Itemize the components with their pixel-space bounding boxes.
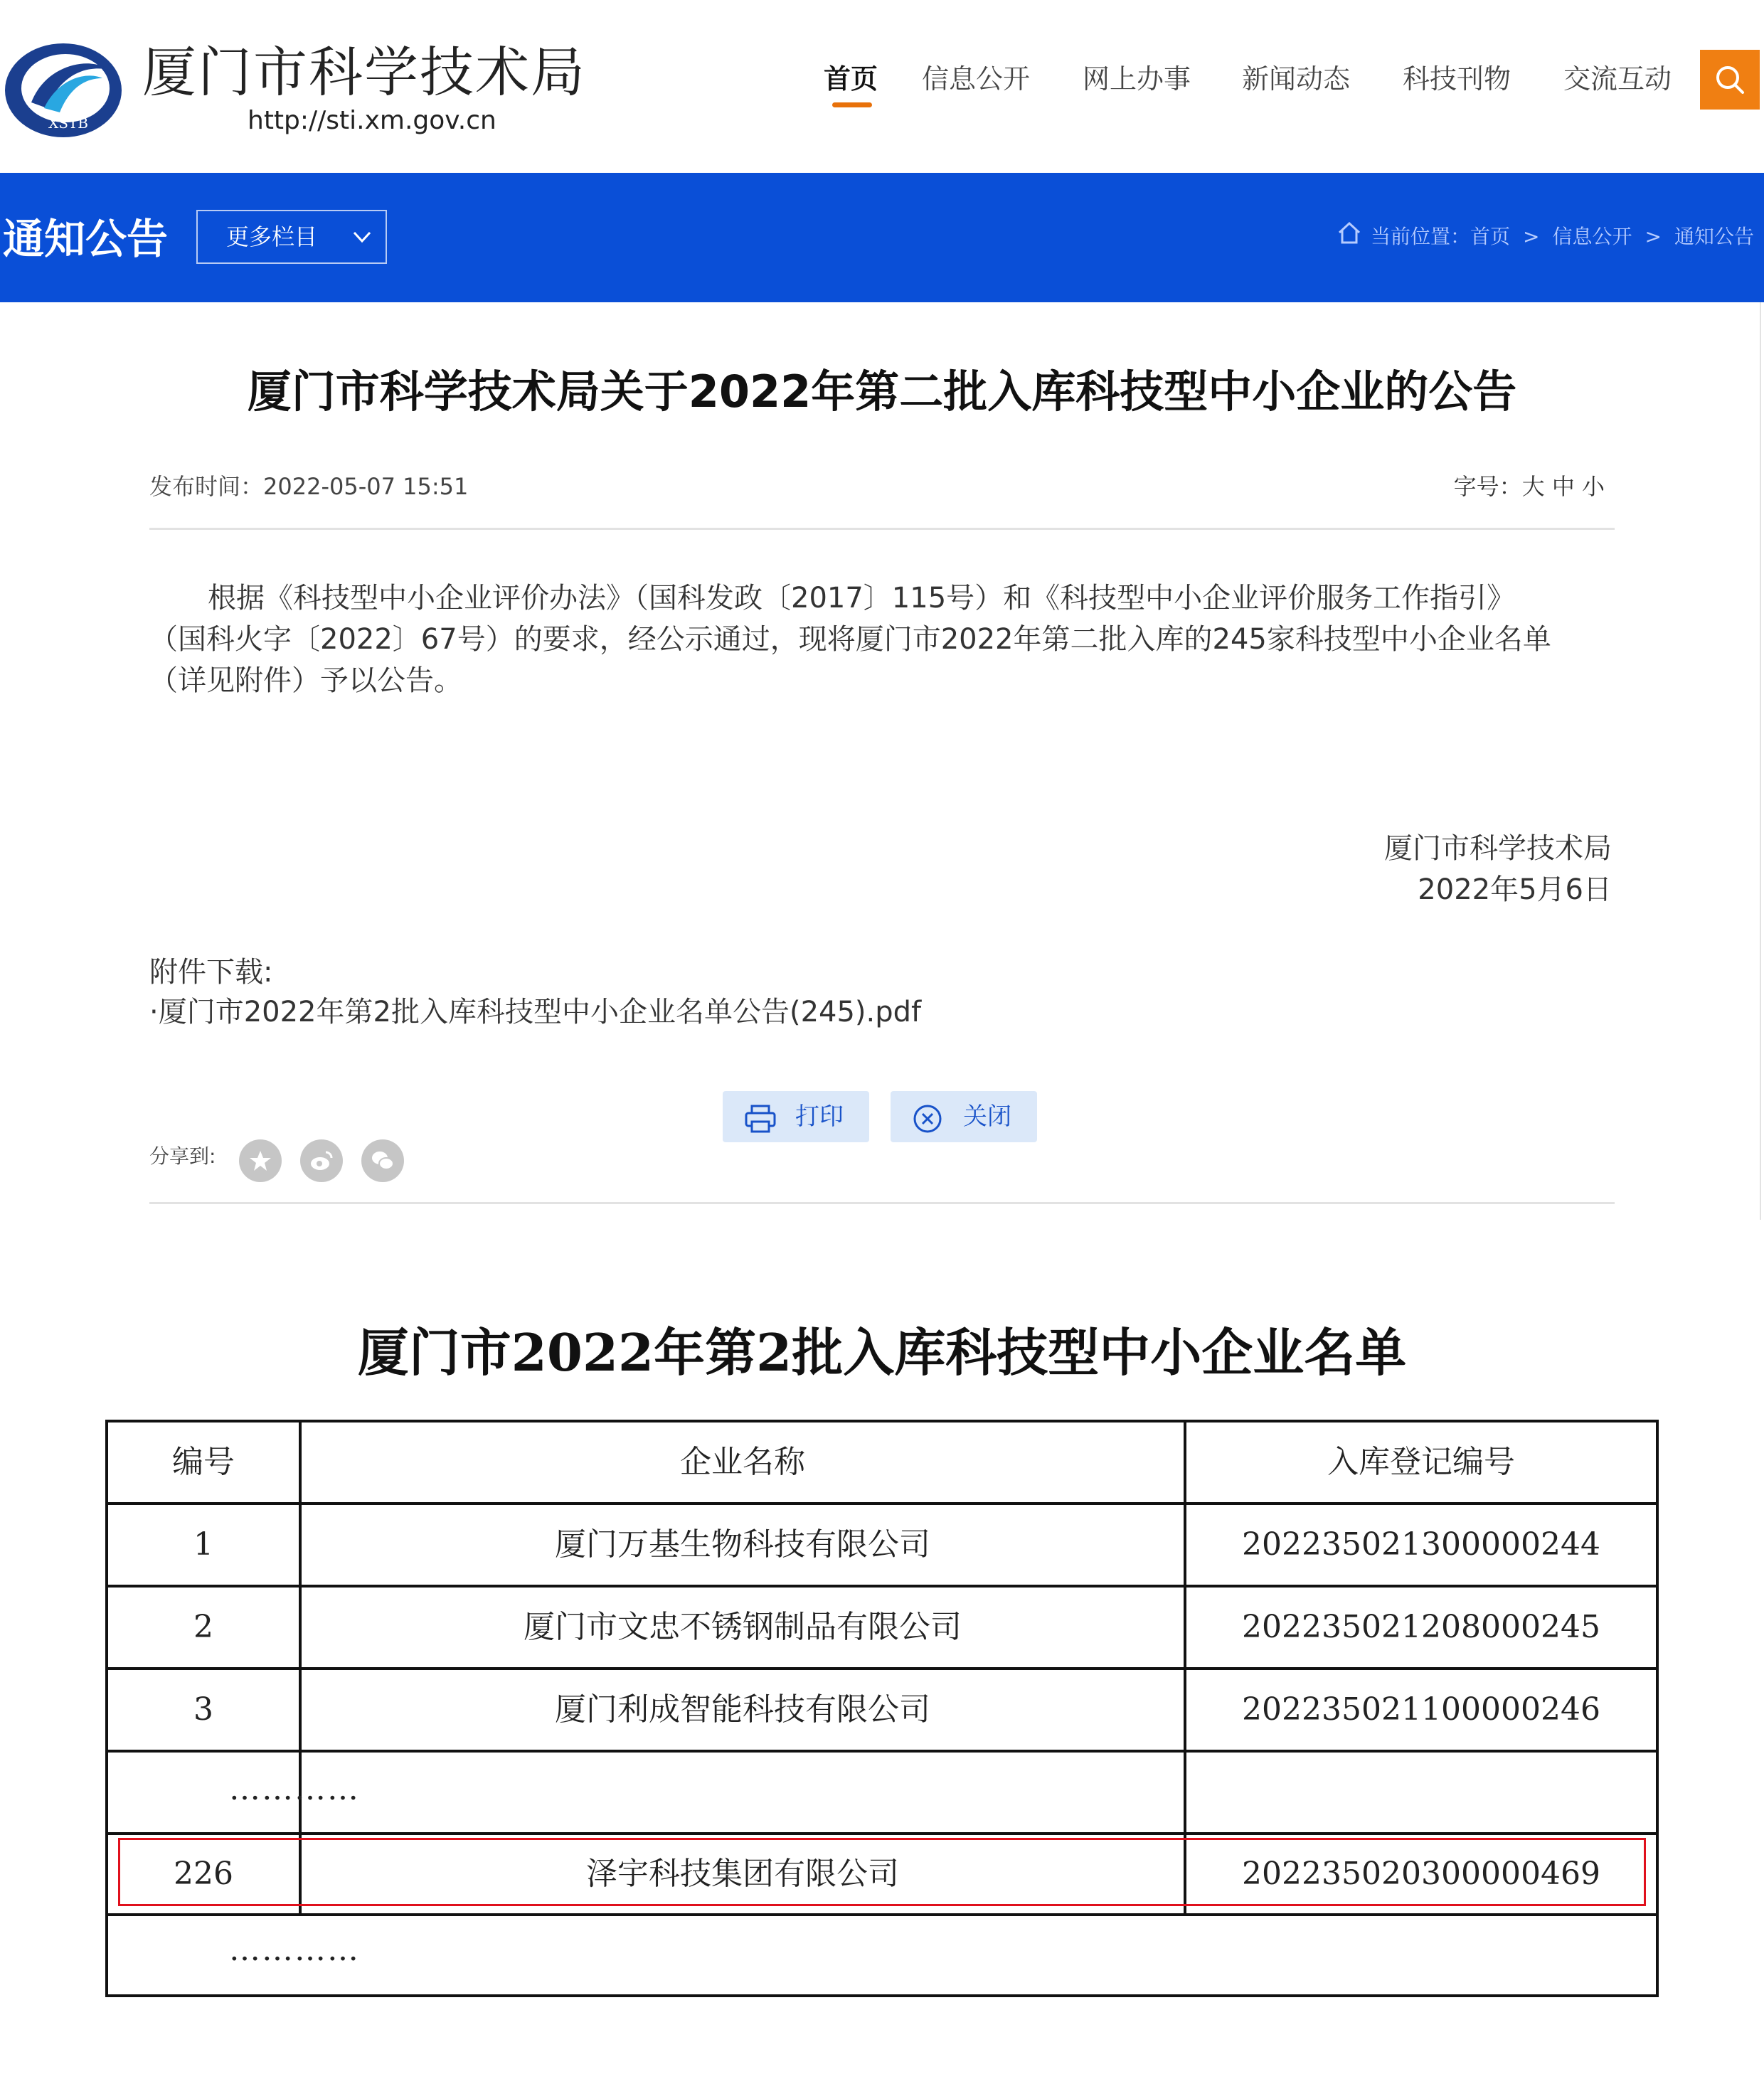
breadcrumb-info-disclosure[interactable]: 信息公开 (1552, 225, 1632, 248)
site-name: 厦门市科学技术局 (142, 41, 586, 104)
body-line: （国科火字〔2022〕67号）的要求，经公示通过，现将厦门市2022年第二批入库的245家科技型中小企业名单 (149, 623, 1551, 656)
nav-online-services[interactable]: 网上办事 (1083, 63, 1191, 95)
divider (149, 1202, 1615, 1204)
site-header (0, 0, 1764, 173)
print-button[interactable] (723, 1091, 869, 1142)
row-registration: 202235021300000244 (1242, 1526, 1600, 1563)
body-line: （详见附件）予以公告。 (149, 664, 462, 697)
site-url[interactable]: http://sti.xm.gov.cn (248, 106, 496, 135)
breadcrumb-separator: > (1523, 225, 1540, 248)
document-title: 厦门市2022年第2批入库科技型中小企业名单 (357, 1322, 1407, 1383)
weibo-icon (309, 1148, 334, 1174)
row-company: 厦门利成智能科技有限公司 (555, 1691, 930, 1728)
share-favorite-button[interactable] (239, 1139, 282, 1182)
close-label: 关闭 (963, 1102, 1011, 1131)
signature-date: 2022年5月6日 (1418, 873, 1612, 906)
attachment-link[interactable]: ·厦门市2022年第2批入库科技型中小企业名单公告(245).pdf (149, 996, 922, 1028)
highlight-row-registration: 202235020300000469 (1242, 1856, 1600, 1892)
row-registration: 202235021100000246 (1242, 1691, 1600, 1728)
nav-info-disclosure[interactable]: 信息公开 (922, 63, 1031, 95)
enterprise-table (105, 1420, 1659, 1997)
nav-home[interactable]: 首页 (824, 63, 878, 95)
attachment-label: 附件下载: (149, 956, 273, 989)
row-company: 厦门万基生物科技有限公司 (555, 1526, 930, 1563)
ellipsis-row: ………… (229, 1932, 360, 1968)
highlight-row-company: 泽宇科技集团有限公司 (586, 1856, 899, 1892)
breadcrumb-separator: > (1645, 225, 1662, 248)
publish-time: 发布时间：2022-05-07 15:51 (149, 473, 469, 500)
row-registration: 202235021208000245 (1242, 1609, 1600, 1645)
nav-news[interactable]: 新闻动态 (1242, 63, 1351, 95)
font-size-switch[interactable]: 字号：大 中 小 (1453, 473, 1605, 500)
close-button[interactable] (891, 1091, 1037, 1142)
breadcrumb (1337, 221, 1754, 252)
favorite-icon (248, 1148, 273, 1174)
share-label: 分享到: (149, 1144, 216, 1168)
wechat-icon (370, 1148, 395, 1174)
article-title: 厦门市科学技术局关于2022年第二批入库科技型中小企业的公告 (247, 366, 1517, 418)
row-company: 厦门市文忠不锈钢制品有限公司 (524, 1609, 962, 1645)
close-circle-icon (912, 1101, 943, 1152)
more-columns-dropdown[interactable] (196, 210, 387, 264)
row-number: 3 (193, 1691, 213, 1728)
search-button[interactable] (1700, 50, 1760, 110)
nav-active-indicator (832, 102, 872, 107)
breadcrumb-prefix: 当前位置： (1371, 225, 1471, 248)
section-title: 通知公告 (3, 215, 169, 263)
print-label: 打印 (795, 1102, 844, 1131)
share-weibo-button[interactable] (300, 1139, 343, 1182)
search-icon (1714, 64, 1746, 95)
content-border (1760, 302, 1761, 1220)
more-columns-label: 更多栏目 (226, 223, 318, 250)
printer-icon (744, 1101, 777, 1152)
row-number: 2 (193, 1609, 213, 1645)
breadcrumb-notices[interactable]: 通知公告 (1674, 225, 1754, 248)
divider (149, 528, 1615, 530)
header-cell-number: 编号 (172, 1444, 235, 1480)
signature-org: 厦门市科学技术局 (1384, 832, 1612, 865)
body-line: 根据《科技型中小企业评价办法》（国科发政〔2017〕115号）和《科技型中小企业评价服务工作指引》 (208, 582, 1516, 615)
breadcrumb-home[interactable]: 首页 (1470, 225, 1511, 248)
nav-interaction[interactable]: 交流互动 (1563, 63, 1672, 95)
chevron-down-icon (351, 211, 373, 280)
share-wechat-button[interactable] (361, 1139, 404, 1182)
row-number: 1 (193, 1526, 213, 1563)
header-cell-registration: 入库登记编号 (1327, 1444, 1515, 1480)
section-banner (0, 173, 1764, 302)
header-cell-company: 企业名称 (680, 1444, 805, 1480)
logo-text: XSTB (48, 115, 88, 132)
highlight-box (118, 1838, 1646, 1906)
nav-publications[interactable]: 科技刊物 (1403, 63, 1511, 95)
article-body (149, 578, 1615, 701)
site-logo[interactable] (3, 37, 124, 140)
ellipsis-row: ………… (229, 1771, 360, 1807)
highlight-row-number: 226 (174, 1856, 233, 1892)
home-icon (1337, 220, 1362, 255)
